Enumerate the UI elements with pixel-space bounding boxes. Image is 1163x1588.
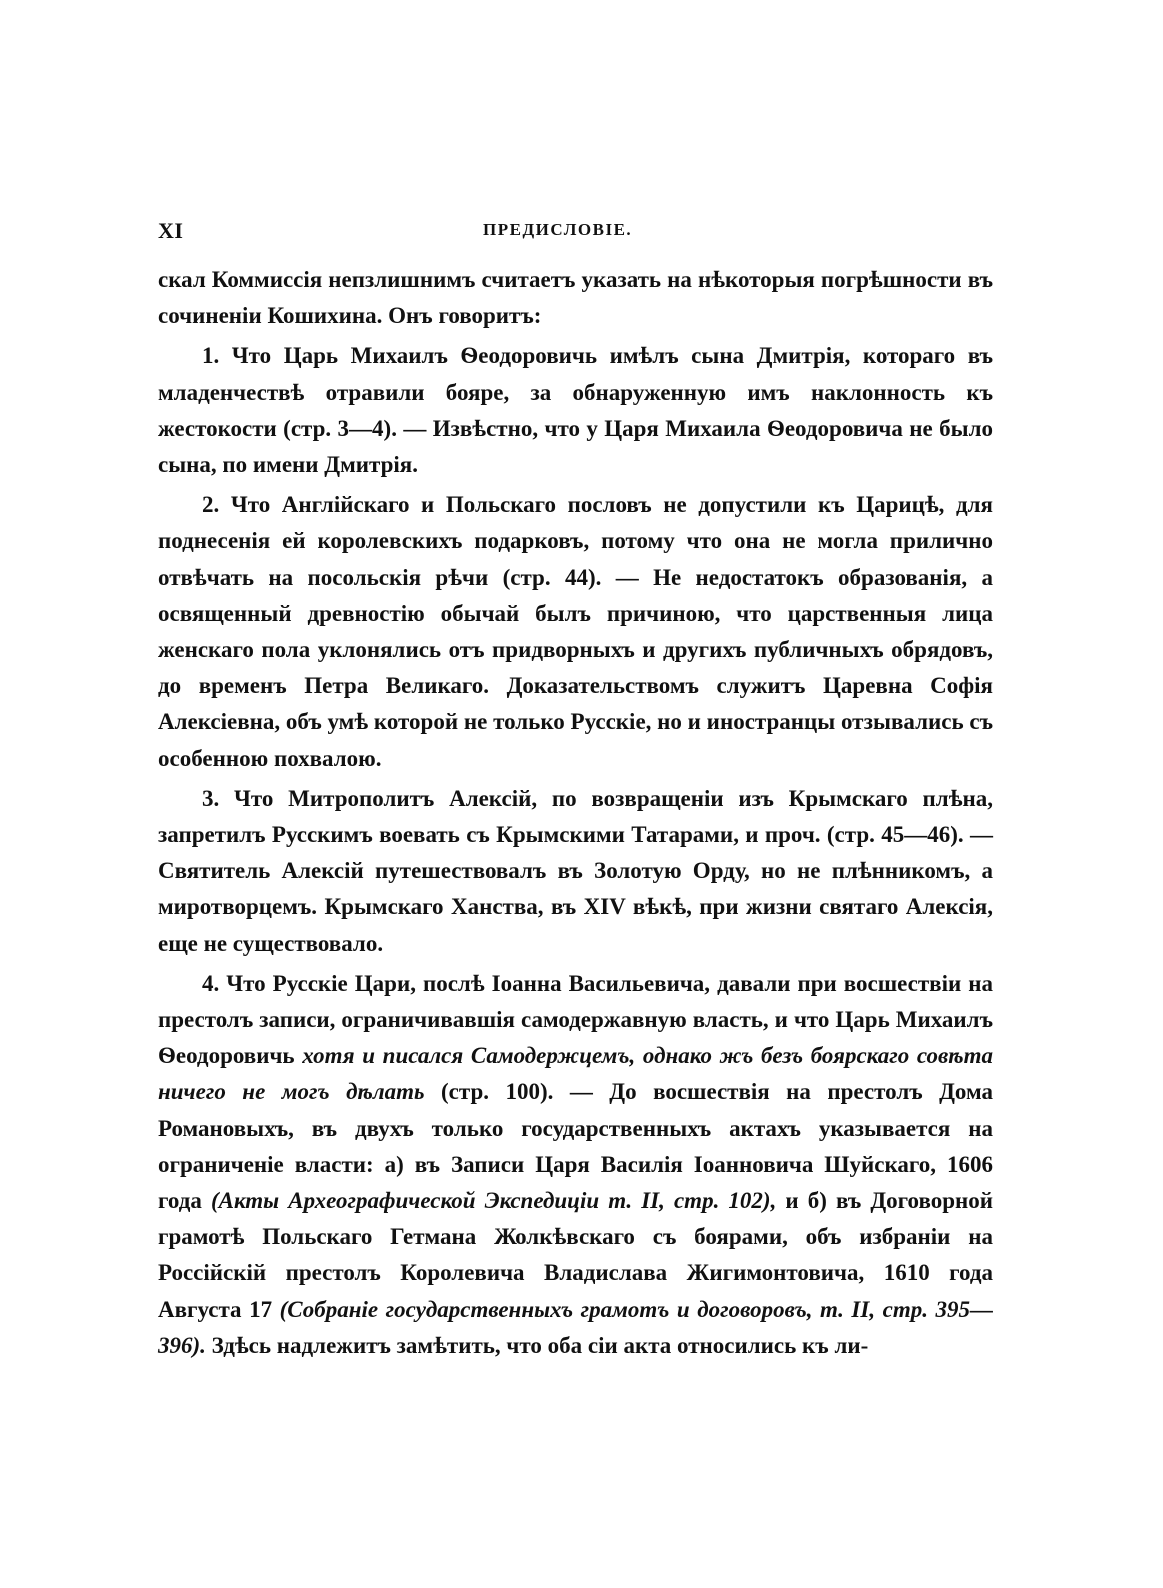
paragraph-item-4-text: Здѣсь надлежитъ замѣтить, что оба сіи акта относились къ ли-: [205, 1332, 869, 1358]
running-head: [158, 218, 993, 250]
paragraph-item-4-text: и б) въ Договорной грамотѣ Польскаго Гетмана Жолкѣвскаго съ боярами, объ избраніи на Россійскій престолъ Королевича Владислава Жигимонтовича, 1610 года Августа 17: [158, 1188, 994, 1322]
book-page: [158, 218, 993, 1364]
running-title: ПРЕДИСЛОВІЕ.: [483, 220, 633, 239]
paragraph-item-1: 1. Что Царь Михаилъ Ѳеодоровичь имѣлъ сына Дмитрія, котораго въ младенчествѣ отравили бояре, за обнаруженную имъ наклонность къ жестокости (стр. 3—4). — Извѣстно, что у Царя Михаила Ѳеодоровича не было сына, по имени Дмитрія.: [158, 343, 993, 478]
paragraph-item-3: 3. Что Митрополитъ Алексій, по возвращеніи изъ Крымскаго плѣна, запретилъ Русскимъ воевать съ Крымскими Татарами, и проч. (стр. 45—46). — Святитель Алексій путешествовалъ въ Золотую Орду, но не плѣнникомъ, а миротворцемъ. Крымскаго Ханства, въ XIV вѣкѣ, при жизни святаго Алексія, еще не существовало.: [158, 785, 993, 956]
citation-italic: (Акты Археографической Экспедиціи т. II, стр. 102),: [210, 1188, 777, 1214]
paragraph-item-4: [158, 966, 993, 1364]
quotation-italic: хотя и писался Самодержцемъ, однако жъ безъ боярскаго совѣта ничего не могъ дѣлать: [158, 1043, 993, 1105]
paragraph-item-4-text: 4. Что Русскіе Цари, послѣ Іоанна Васильевича, давали при восшествіи на престолъ записи, ограничивавшія самодержавную власть, и что Царь Михаилъ Ѳеодоровичь: [158, 970, 993, 1069]
body-text: [158, 262, 993, 1364]
paragraph-item-2: 2. Что Англійскаго и Польскаго пословъ не допустили къ Царицѣ, для поднесенія ей королевскихъ подарковъ, потому что она не могла прилично отвѣчать на посольскія рѣчи (стр. 44). — Не недостатокъ образованія, а освященный древностію обычай былъ причиною, что царственныя лица женскаго пола уклонялись отъ придворныхъ и другихъ публичныхъ обрядовъ, до временъ Петра Великаго. Доказательствомъ служитъ Царевна Софія Алексіевна, объ умѣ которой не только Русскіе, но и иностранцы отзывались съ особенною похвалою.: [158, 492, 993, 771]
paragraph-item-4-text: (стр. 100). — До восшествія на престолъ Дома Романовыхъ, въ двухъ только государственныхъ актахъ указывается на ограниченіе власти: а) въ Записи Царя Василія Іоанновича Шуйскаго, 1606 года: [158, 1079, 993, 1214]
citation-italic: (Собраніе государственныхъ грамотъ и договоровъ, т. II, стр. 395—396).: [158, 1296, 993, 1358]
page-number: XI: [158, 218, 184, 243]
paragraph-intro: скал Коммиссія непзлишнимъ считаетъ указать на нѣкоторыя погрѣшности въ сочиненіи Кошихина. Онъ говоритъ:: [158, 267, 993, 329]
